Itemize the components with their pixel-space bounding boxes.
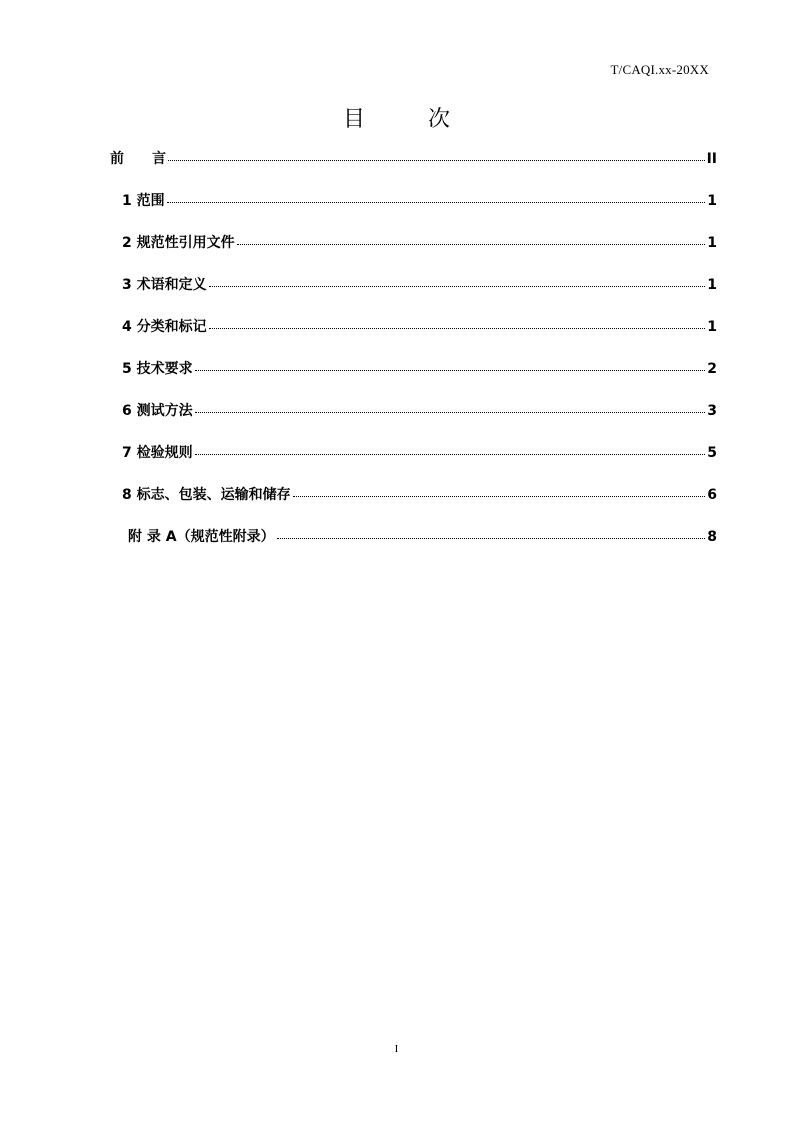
toc-dot-leader [195, 453, 706, 455]
toc-entry-page: 2 [707, 361, 717, 377]
toc-entry-page: 3 [707, 403, 717, 419]
toc-dot-leader [195, 411, 706, 413]
toc-entry-label: 3 术语和定义 [122, 277, 207, 293]
toc-entry-technical-requirements[interactable] [122, 358, 717, 378]
toc-dot-leader [293, 495, 706, 497]
toc-entry-scope[interactable] [122, 190, 717, 210]
toc-dot-leader [167, 201, 706, 203]
toc-title: 目 次 [343, 107, 478, 132]
toc-dot-leader [195, 369, 706, 371]
toc-dot-leader [168, 159, 705, 161]
toc-entry-marking-packaging[interactable] [122, 484, 717, 504]
toc-entry-page: 1 [707, 319, 717, 335]
toc-entry-label: 5 技术要求 [122, 361, 193, 377]
toc-entry-page: 1 [707, 235, 717, 251]
toc-dot-leader [237, 243, 706, 245]
toc-entry-label: 6 测试方法 [122, 403, 193, 419]
toc-entry-classification[interactable] [122, 316, 717, 336]
toc-entry-label: 7 检验规则 [122, 445, 193, 461]
toc-entry-label: 附 录 A（规范性附录） [128, 529, 275, 545]
toc-entry-normative-references[interactable] [122, 232, 717, 252]
toc-entry-page: 5 [707, 445, 717, 461]
page-number: I [394, 1043, 399, 1055]
toc-entry-page: 6 [707, 487, 717, 503]
toc-dot-leader [209, 327, 706, 329]
toc-entry-page: 1 [707, 277, 717, 293]
toc-entry-label: 8 标志、包装、运输和储存 [122, 487, 291, 503]
toc-entry-label: 4 分类和标记 [122, 319, 207, 335]
document-code: T/CAQI.xx-20XX [610, 62, 709, 77]
toc-entry-foreword[interactable] [110, 148, 717, 168]
toc-entry-label: 2 规范性引用文件 [122, 235, 235, 251]
toc-entry-page: 1 [707, 193, 717, 209]
toc-entry-page: II [706, 151, 717, 167]
toc-entry-label: 1 范围 [122, 193, 165, 209]
toc-entry-label: 前 言 [110, 151, 166, 167]
toc-entry-test-methods[interactable] [122, 400, 717, 420]
toc-dot-leader [209, 285, 706, 287]
toc-entry-inspection-rules[interactable] [122, 442, 717, 462]
toc-dot-leader [277, 537, 706, 539]
toc-entry-appendix-a[interactable] [128, 526, 717, 546]
toc-entry-terms-definitions[interactable] [122, 274, 717, 294]
toc-entry-page: 8 [707, 529, 717, 545]
